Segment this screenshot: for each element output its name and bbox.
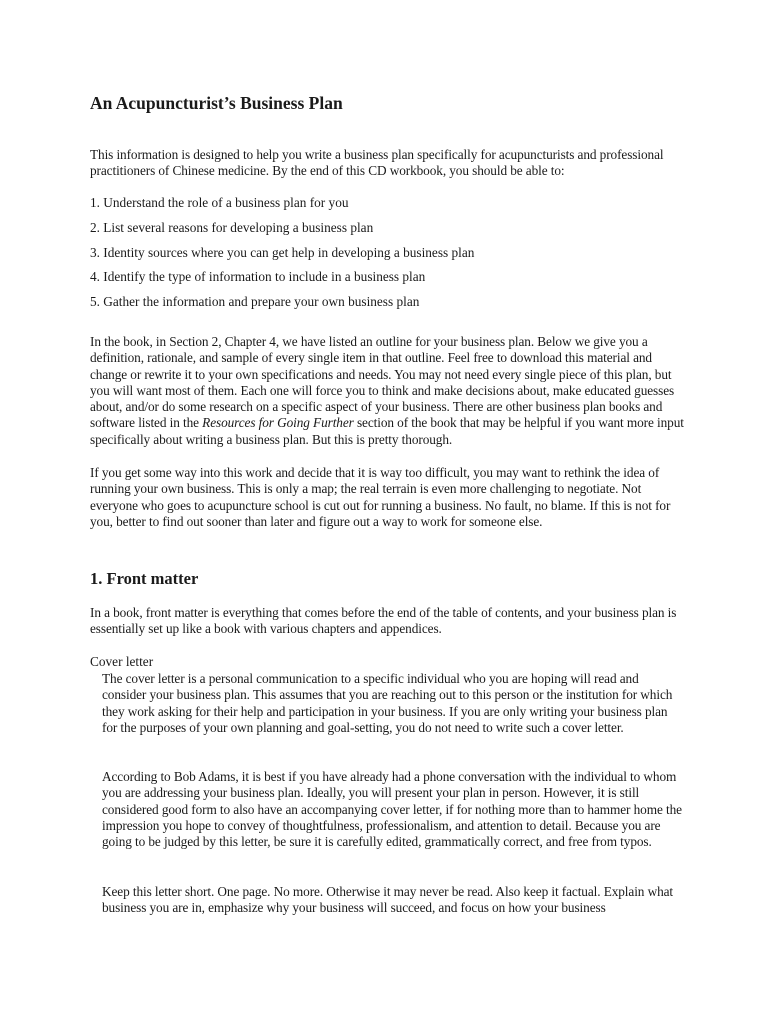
- cover-letter-paragraph-3: Keep this letter short. One page. No more. Otherwise it may never be read. Also keep it factual. Explain what business you are in, emphasize why your business will succeed, and focus on how your business: [102, 884, 674, 916]
- document-title: An Acupuncturist’s Business Plan: [90, 93, 343, 113]
- resources-reference: Resources for Going Further: [202, 415, 354, 431]
- list-item: 4. Identify the type of information to include in a business plan: [90, 269, 426, 285]
- list-item: 5. Gather the information and prepare your own business plan: [90, 294, 420, 310]
- outline-text-end: section of the book that may be helpful if you want more input specifically about writing a business plan. But this is pretty thorough.: [90, 415, 684, 447]
- list-item: 1. Understand the role of a business plan for you: [90, 195, 349, 210]
- section-heading-front-matter: 1. Front matter: [90, 569, 199, 588]
- list-item: 2. List several reasons for developing a business plan: [90, 219, 374, 235]
- outline-paragraph: [90, 334, 690, 448]
- outline-text-start: In the book, in Section 2, Chapter 4, we have listed an outline for your business plan. Below we give you a definition, rationale, and sample of every single item in that outline. Feel free to download this material and change or rewrite it to your own specifications and needs. You may not need every single piece of this plan, but you will want most of them. Each one will force you to think and make decisions about, make educated guesses about, and/or do some research on a specific aspect of your business. There are other business plan books and software listed in the: [90, 334, 675, 431]
- cover-letter-paragraph-1: The cover letter is a personal communication to a specific individual who you are hoping will read and consider your business plan. This assumes that you are reaching out to this person or the institution for which they work asking for their help and participation in your business. If you are only writing your business plan for the purposes of your own planning and goal-setting, you do not need to write such a cover letter.: [102, 671, 673, 735]
- cover-letter-heading: Cover letter: [90, 654, 154, 669]
- list-item: 3. Identity sources where you can get help in developing a business plan: [90, 244, 475, 260]
- objectives-list: [90, 195, 474, 319]
- caution-paragraph: If you get some way into this work and decide that it is way too difficult, you may want to rethink the idea of running your own business. This is only a map; the real terrain is even more challenging to negotiate. Not everyone who goes to acupuncture school is cut out for running a business. No fault, no blame. If this is not for you, better to find out sooner than later and figure out a way to work for someone else.: [90, 465, 671, 529]
- cover-letter-paragraph-2: According to Bob Adams, it is best if you have already had a phone conversation with the individual to whom you are addressing your business plan. Ideally, you will present your plan in person. However, it is still considered good form to also have an accompanying cover letter, if for nothing more than to hammer home the impression you hope to convey of thoughtfulness, professionalism, and attention to detail. Because you are going to be judged by this letter, be sure it is carefully edited, grammatically correct, and free from typos.: [102, 769, 682, 850]
- front-matter-paragraph: In a book, front matter is everything that comes before the end of the table of contents, and your business plan is essentially set up like a book with various chapters and appendices.: [90, 605, 677, 637]
- intro-paragraph: This information is designed to help you write a business plan specifically for acupuncturists and professional practitioners of Chinese medicine. By the end of this CD workbook, you should be able to:: [90, 147, 664, 179]
